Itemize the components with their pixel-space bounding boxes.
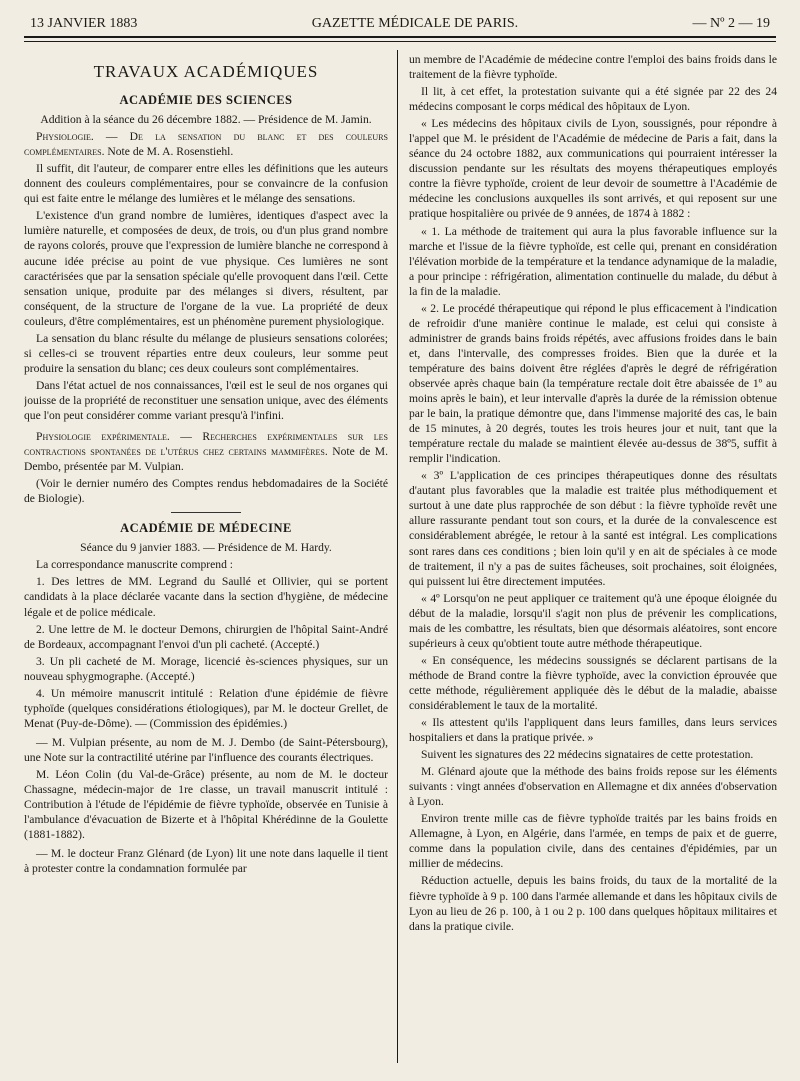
paragraph: — M. le docteur Franz Glénard (de Lyon) lit une note dans laquelle il tient à protester contre la condamnation formulée par [24,847,388,876]
paragraph: Environ trente mille cas de fièvre typhoïde traités par les bains froids en Allemagne, à Lyon, en Algérie, dans l'armée, en temps de paix et de guerre, comme dans la population civile, dans des centaines d'épidémies, par un millier de médecins. [409,812,777,871]
paragraph: L'existence d'un grand nombre de lumières, identiques d'aspect avec la lumière naturelle, et composées de deux, de trois, ou d'un plus grand nombre de rayons colorés, prouve que l'expression de lumière blanche ne correspond à aucune idée précise au point de vue physique. Ces lumières ne sont caractérisées que par la sensation spéciale qu'elle provoquent dans l'œil. Cette sensation unique, produite par des mélanges si divers, résultent, par conséquent, de la structure de l'organe de la vue. La propriété de deux couleurs, d'être complémentaires, est un phénomène purement physiologique. [24,209,388,328]
paragraph: Physiologie. — De la sensation du blanc et des couleurs complémentaires. Note de M. A. Rosenstiehl. [24,130,388,159]
page-number: — Nº 2 — 19 [692,16,770,31]
paragraph: Physiologie expérimentale. — Recherches expérimentales sur les contractions spontanées de l'utérus chez certains mammifères. Note de M. Dembo, présentée par M. Vulpian. [24,430,388,474]
medecine-seance: Séance du 9 janvier 1883. — Présidence de M. Hardy. [80,541,332,555]
sciences-addition: Addition à la séance du 26 décembre 1882. — Présidence de M. Jamin. [40,113,372,127]
paragraph: « 1. La méthode de traitement qui aura la plus favorable influence sur la marche et l'issue de la fièvre typhoïde, est celle qui, prenant en considération l'élévation morbide de la température et la tendance adynamique de la maladie, a pour principe : réfrigération, alimentation continuelle du malade, du début à la fin de la maladie. [409,224,777,298]
paragraph: « 2. Le procédé thérapeutique qui répond le plus efficacement à l'indication de refroidir d'une manière continue le malade, est celui qui consiste à administrer de grands bains froids répétés, avec affusions froides dans le bain et, dans l'intervalle, des compresses froides. Bien que la durée et la température des bains doivent être réglées d'après le degré de réfrigération observée après chaque bain (la température rectale doit être abaissée de 1º au moins après le bain), et leur intervalle d'après la durée de la rémission obtenue par le bain, la pratique démontre que, dans l'immense majorité des cas, le bain de 15 minutes, à 20 degrés, toutes les trois heures jour et nuit, tant que la température rectale du malade se maintient élevée au-dessus de 38º5, suffit à remplir l'indication. [409,301,777,466]
section-title: TRAVAUX ACADÉMIQUES [93,62,319,81]
header-rule-thin [24,41,776,42]
paragraph: 2. Une lettre de M. le docteur Demons, chirurgien de l'hôpital Saint-André de Bordeaux, accompagnant l'envoi d'un pli cacheté. (Accepté.) [24,622,388,651]
left-column [24,52,388,1061]
right-column [409,52,777,1061]
page-header [30,6,770,32]
sciences-title: ACADÉMIE DES SCIENCES [119,93,293,108]
issue-date: 13 JANVIER 1883 [30,16,138,31]
column-divider [397,50,398,1063]
paragraph: « 3º L'application de ces principes thérapeutiques donne des résultats d'autant plus favorables que la maladie est traitée plus méthodiquement et surtout à une date plus rapprochée de son début : la fièvre typhoïde revêt une allure rassurante pendant tout son cours, et la durée de la convalescence est considérablement abrégée, le retour à la santé est intégral. Les complications sont rares dans ces conditions ; bien loin qu'il y en ait de spéciales à ce mode de traitement, il n'y a pas de suites fâcheuses, soit prochaines, soit éloignées, qui puissent lui être directement imputées. [409,469,777,588]
paragraph: Il lit, à cet effet, la protestation suivante qui a été signée par 22 des 24 médecins composant le corps médical des hôpitaux de Lyon. [409,85,777,114]
paragraph: « Les médecins des hôpitaux civils de Lyon, soussignés, pour répondre à l'appel que M. le président de l'Académie de médecine de Paris a fait, dans la séance du 24 octobre 1882, aux communications qui pourraient intéresser la discussion pendante sur les résultats des moyens thérapeutiques employés contre la fièvre typhoïde, croient de leur devoir de soumettre à l'Académie de médecine les conclusions auxquelles ils sont arrivés, et qui reposent sur une pratique hospitalière ou privée de 9 années, de 1874 à 1882 : [409,117,777,221]
medecine-title: ACADÉMIE DE MÉDECINE [120,521,292,536]
paragraph: Réduction actuelle, depuis les bains froids, du taux de la mortalité de la fièvre typhoïde à 9 p. 100 dans l'armée allemande et dans les hôpitaux civils de Lyon au lieu de 26 p. 100, à 1 ou 2 p. 100 dans quelques hôpitaux militaires et dans la pratique civile. [409,874,777,933]
paragraph: « En conséquence, les médecins soussignés se déclarent partisans de la méthode de Brand contre la fièvre typhoïde, avec la conviction éprouvée que cette méthode, régulièrement appliquée dès le début de la maladie, abaisse considérablement le taux de la mortalité. [409,653,777,712]
paragraph: « 4º Lorsqu'on ne peut appliquer ce traitement qu'à une époque éloignée du début de la maladie, lorsqu'il s'agit non plus de prévenir les complications, mais de les combattre, les résultats, bien que désormais aléatoires, sont encore supérieurs à ceux qu'obtient toute autre méthode thérapeutique. [409,591,777,650]
paragraph: M. Glénard ajoute que la méthode des bains froids repose sur les éléments suivants : vingt années d'observation en Allemagne et dix années d'observation à Lyon. [409,765,777,809]
paragraph: M. Léon Colin (du Val-de-Grâce) présente, au nom de M. le docteur Chassagne, médecin-major de 1re classe, un travail manuscrit intitulé : Contribution à l'étude de l'épidémie de fièvre typhoïde, observée en Tunisie à l'ambulance d'évacuation de Bizerte et à l'hôpital Khérédinne de la Goulette (1881-1882). [24,767,388,842]
paragraph: — M. Vulpian présente, au nom de M. J. Dembo (de Saint-Pétersbourg), une Note sur la contractilité utérine par l'influence des courants électriques. [24,735,388,764]
journal-title: GAZETTE MÉDICALE DE PARIS. [311,16,519,31]
paragraph: La correspondance manuscrite comprend : [36,558,234,572]
paragraph: 4. Un mémoire manuscrit intitulé : Relation d'une épidémie de fièvre typhoïde (quelques considérations étiologiques), par M. le docteur Grellet, de Menat (Puy-de-Dôme). — (Commission des épidémies.) [24,686,388,730]
paragraph: La sensation du blanc résulte du mélange de plusieurs sensations colorées; si celles-ci se trouvent réparties entre deux couleurs, leur somme peut produire la sensation du blanc; ces deux couleurs sont complémentaires. [24,331,388,375]
paragraph: (Voir le dernier numéro des Comptes rendus hebdomadaires de la Société de Biologie). [24,477,388,506]
paragraph: « Ils attestent qu'ils l'appliquent dans leurs familles, dans leurs services hospitaliers et dans la pratique privée. » [409,716,777,745]
paragraph: Il suffit, dit l'auteur, de comparer entre elles les définitions que les auteurs donnent des couleurs complémentaires, pour se convaincre de la confusion qui est faite entre le mélange des lumières et le mélange des sensations. [24,162,388,206]
separator [171,512,241,513]
paragraph: 3. Un pli cacheté de M. Morage, licencié ès-sciences physiques, sur un nouveau sphygmographe. (Accepté.) [24,654,388,683]
header-rule-thick [24,36,776,38]
paragraph: 1. Des lettres de MM. Legrand du Saullé et Ollivier, qui se portent candidats à la place déclarée vacante dans la section d'hygiène, de médecine légale et de police médicale. [24,575,388,619]
paragraph: Dans l'état actuel de nos connaissances, l'œil est le seul de nos organes qui jouisse de la propriété de reconstituer une sensation unique, avec des éléments que l'on peut considérer comme variant presqu'à l'infini. [24,378,388,422]
paragraph: Suivent les signatures des 22 médecins signataires de cette protestation. [421,748,754,762]
paragraph: un membre de l'Académie de médecine contre l'emploi des bains froids dans le traitement de la fièvre typhoïde. [409,53,777,82]
